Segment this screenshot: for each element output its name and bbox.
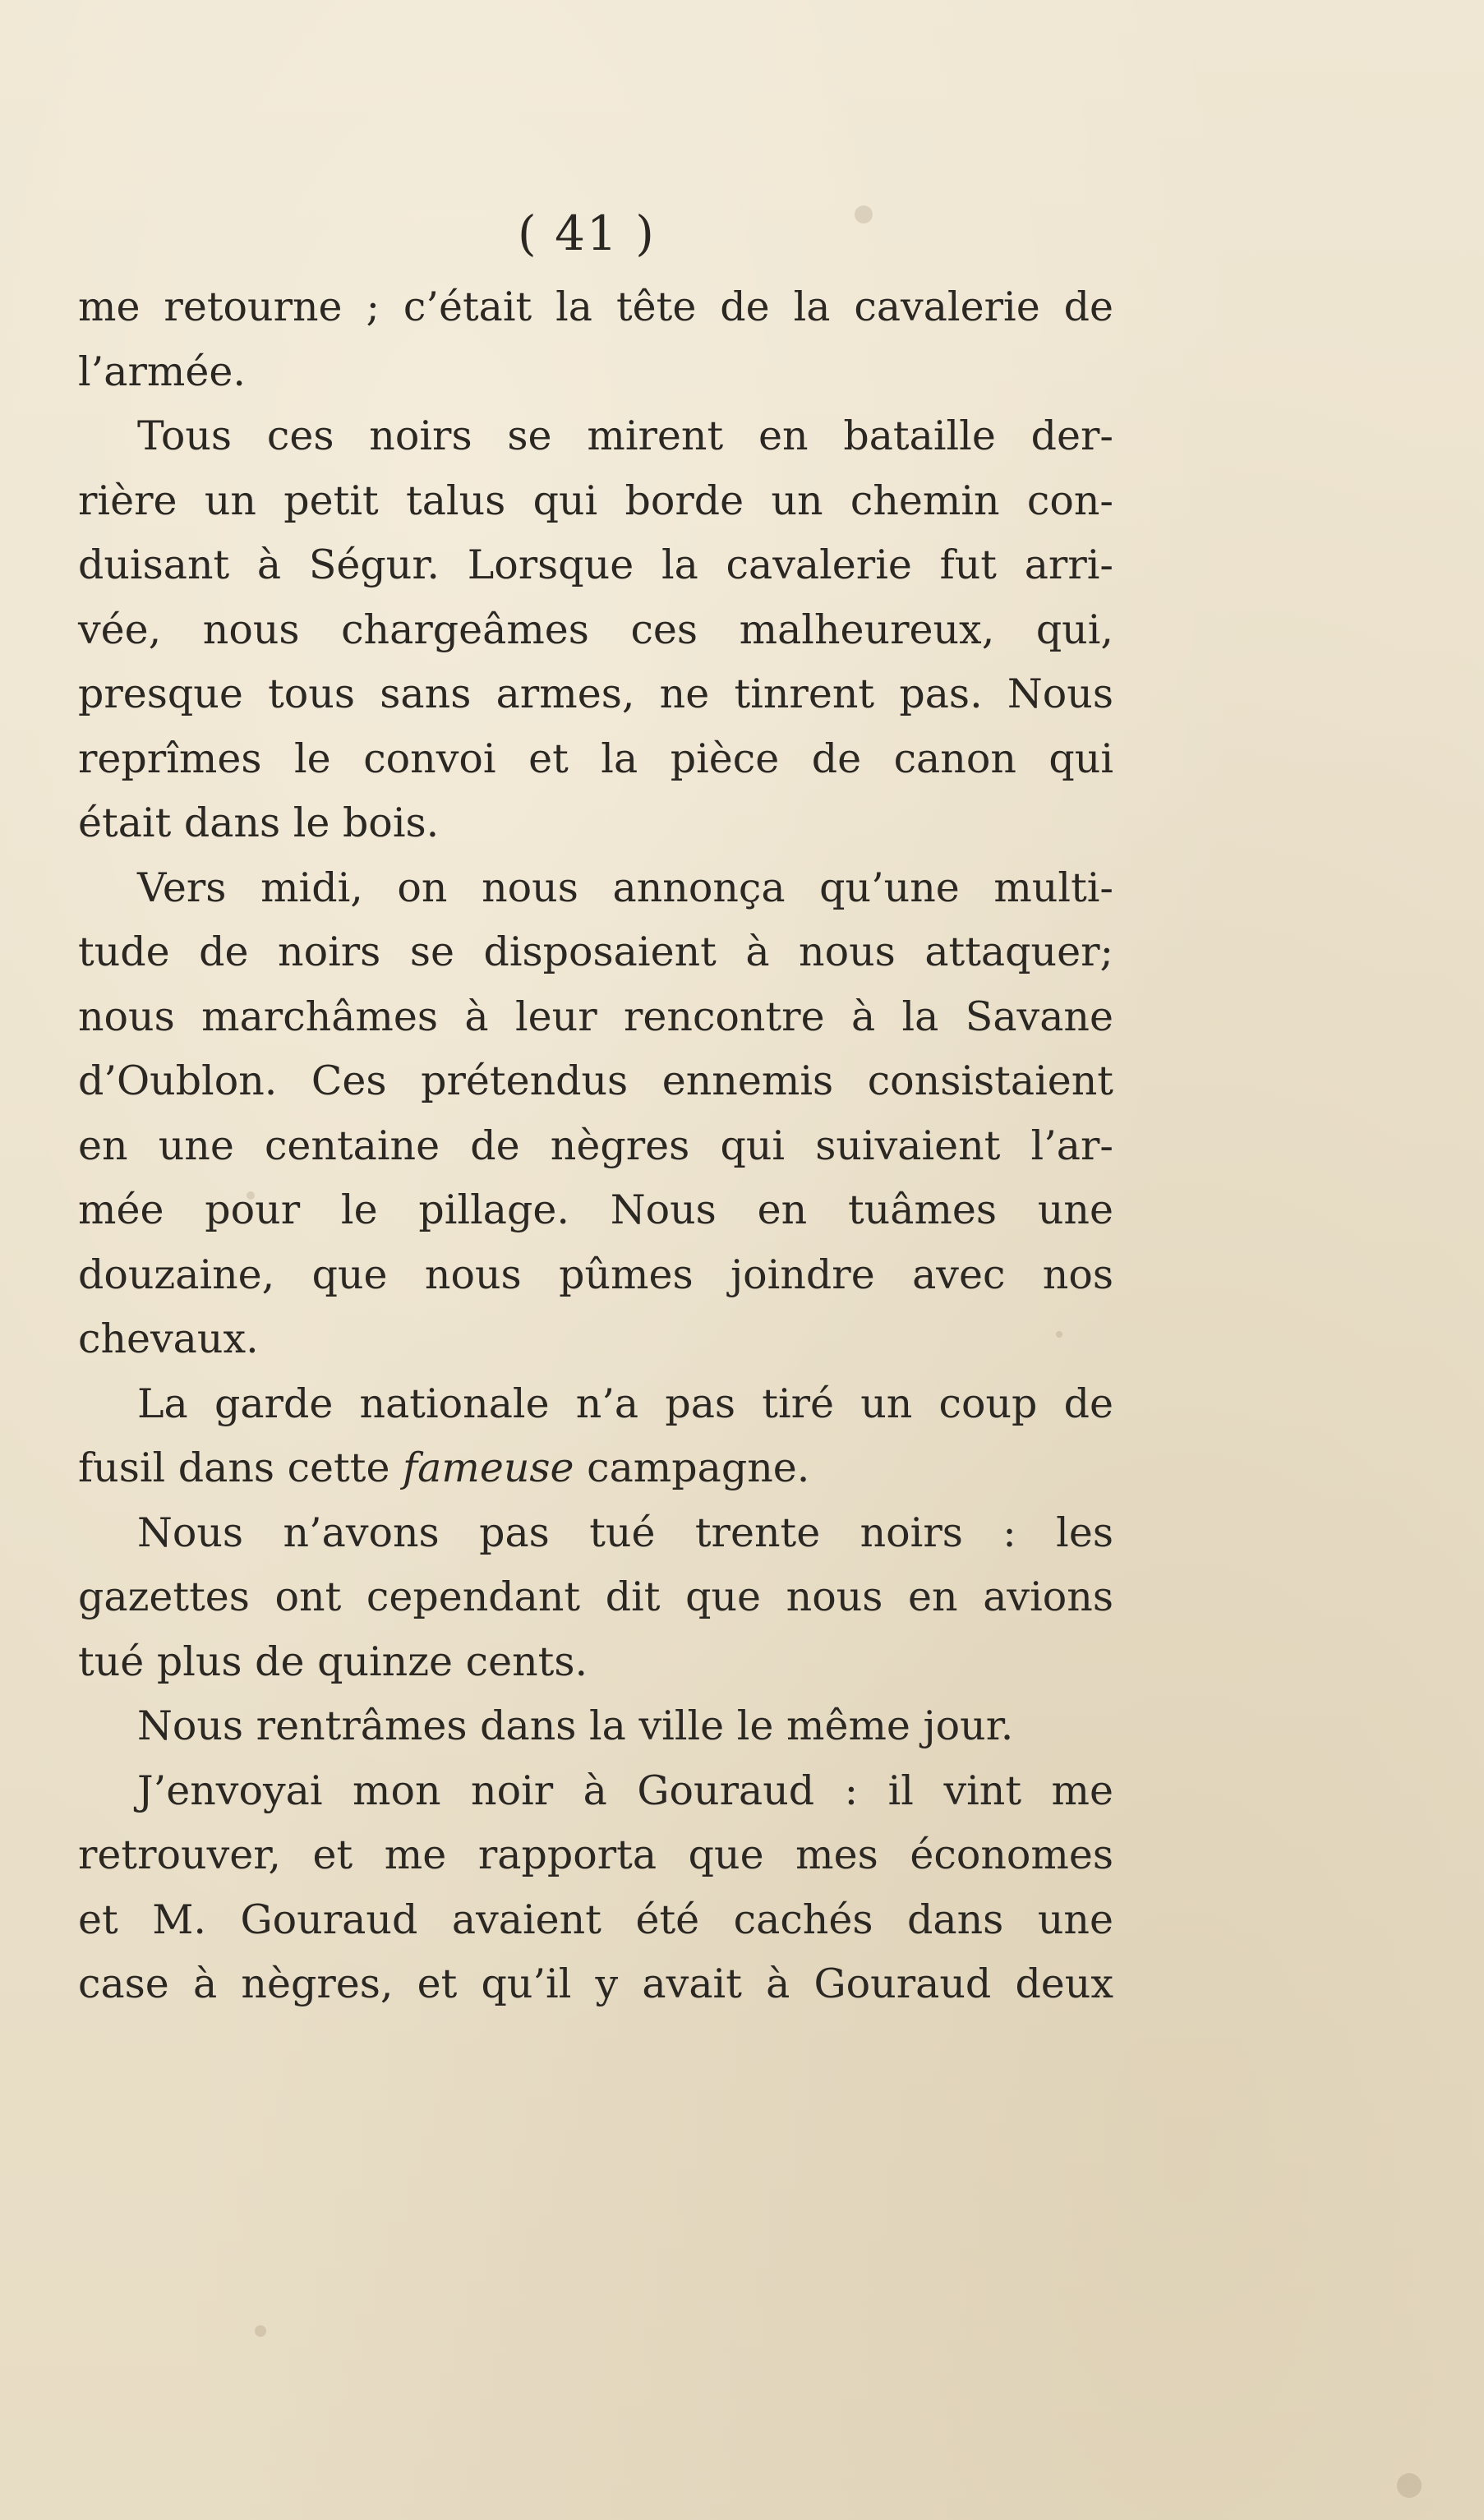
text-line: et M. Gouraud avaient été cachés dans une	[78, 1896, 1113, 1943]
text-line: Nous rentrâmes dans la ville le même jour.	[137, 1702, 1014, 1749]
paper-speck	[255, 2325, 266, 2337]
text-line: nous marchâmes à leur rencontre à la Savane	[78, 993, 1113, 1040]
text-line: chevaux.	[78, 1315, 259, 1362]
text-line: case à nègres, et qu’il y avait à Gouraud deux	[78, 1960, 1113, 2007]
text-line: Vers midi, on nous annonça qu’une multi-	[137, 864, 1113, 911]
text-fragment: fusil dans cette	[78, 1444, 390, 1491]
text-line-mixed	[78, 1436, 1113, 1501]
text-line: duisant à Ségur. Lorsque la cavalerie fut arri-	[78, 541, 1113, 588]
text-line: douzaine, que nous pûmes joindre avec nos	[78, 1251, 1113, 1298]
text-line: rière un petit talus qui borde un chemin con-	[78, 477, 1113, 524]
text-line: Tous ces noirs se mirent en bataille der-	[137, 412, 1113, 459]
text-line: Nous n’avons pas tué trente noirs : les	[137, 1509, 1113, 1556]
text-line: en une centaine de nègres qui suivaient l’ar-	[78, 1122, 1113, 1169]
paper-speck	[855, 205, 873, 223]
body-text	[78, 275, 1113, 2017]
text-line: me retourne ; c’était la tête de la cavalerie de	[78, 283, 1113, 330]
italic-word: fameuse	[403, 1444, 574, 1491]
text-line: d’Oublon. Ces prétendus ennemis consistaient	[78, 1057, 1113, 1104]
text-line: La garde nationale n’a pas tiré un coup de	[137, 1380, 1113, 1427]
text-line: gazettes ont cependant dit que nous en avions	[78, 1573, 1113, 1620]
text-line: reprîmes le convoi et la pièce de canon qui	[78, 735, 1113, 782]
text-line: vée, nous chargeâmes ces malheureux, qui,	[78, 606, 1113, 653]
text-line: l’armée.	[78, 348, 246, 395]
text-line: tué plus de quinze cents.	[78, 1638, 588, 1685]
text-fragment: campagne.	[587, 1444, 810, 1491]
page-number: ( 41 )	[518, 205, 656, 261]
text-line: était dans le bois.	[78, 799, 440, 846]
text-line: retrouver, et me rapporta que mes économes	[78, 1831, 1113, 1878]
text-line: tude de noirs se disposaient à nous attaquer;	[78, 928, 1113, 975]
paper-speck	[1397, 2473, 1422, 2498]
text-line: presque tous sans armes, ne tinrent pas. Nous	[78, 670, 1113, 717]
text-line: mée pour le pillage. Nous en tuâmes une	[78, 1186, 1113, 1233]
text-line: J’envoyai mon noir à Gouraud : il vint me	[137, 1767, 1113, 1814]
